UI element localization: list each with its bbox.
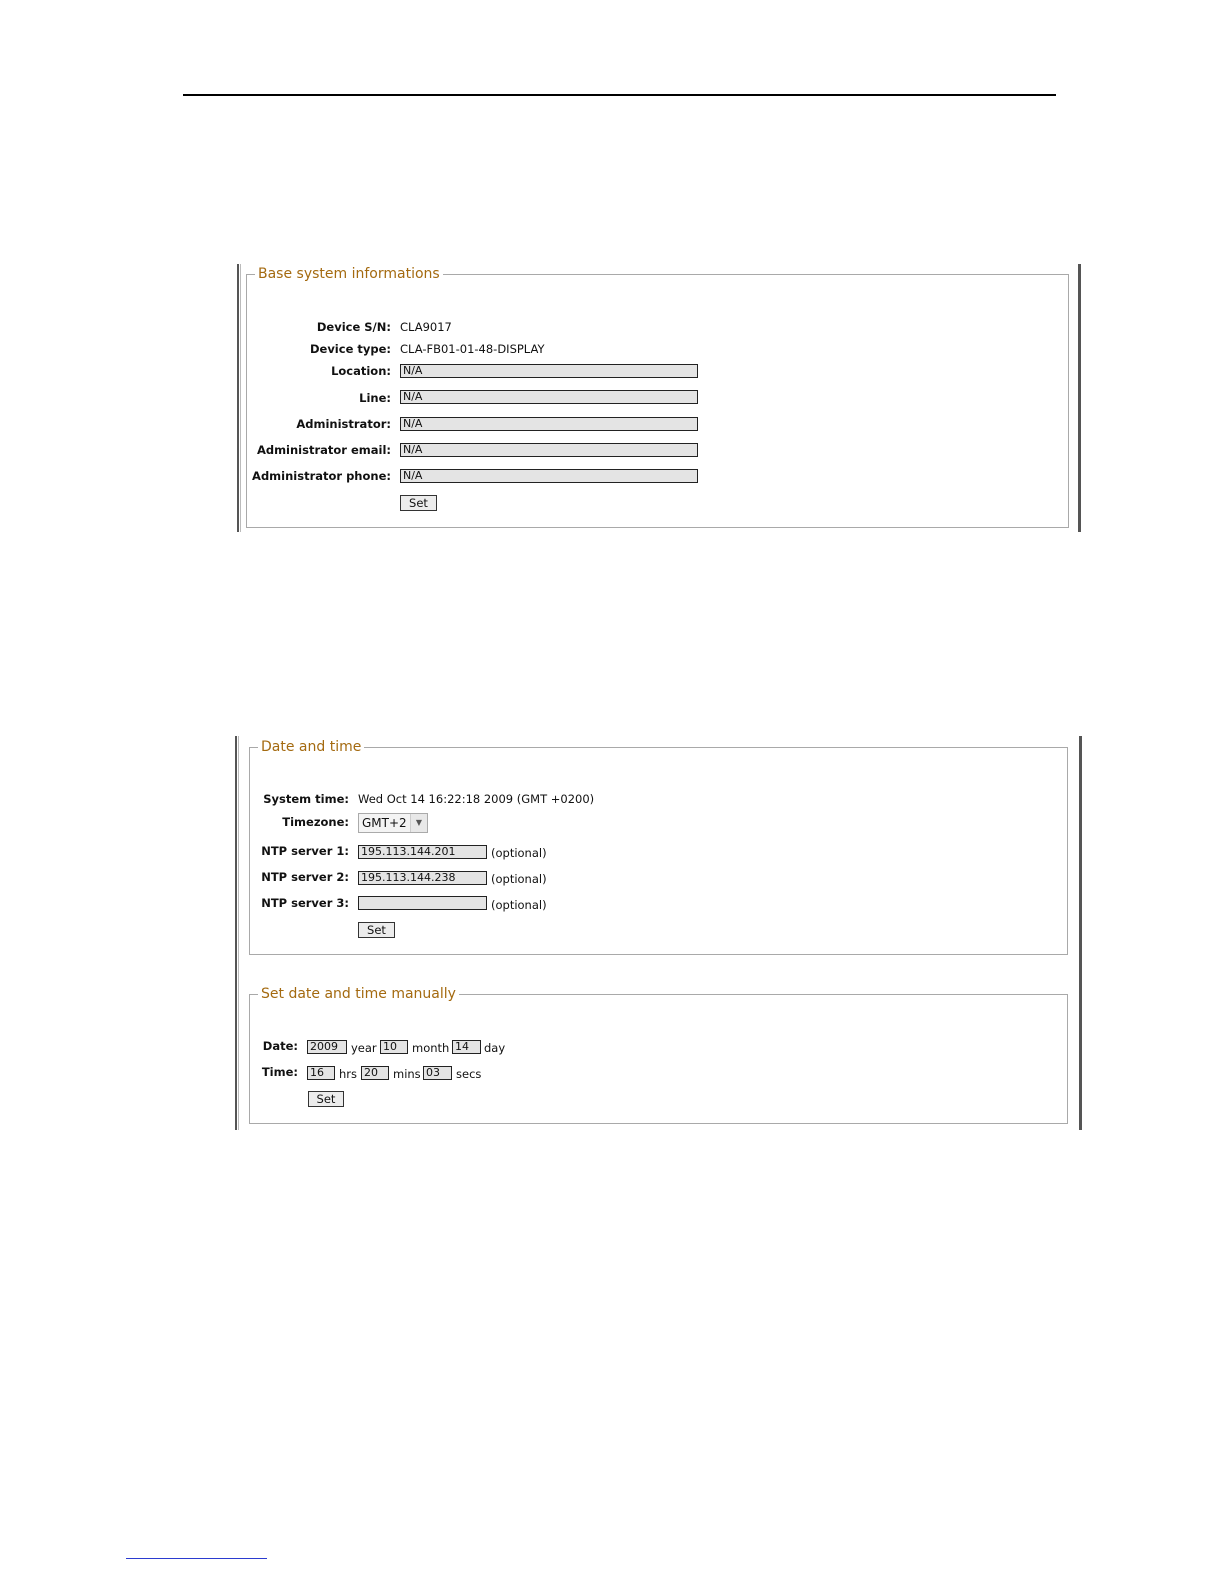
panel-border-left-inner bbox=[240, 264, 241, 532]
day-input[interactable]: 14 bbox=[452, 1040, 481, 1054]
system-time-label: System time: bbox=[263, 792, 349, 806]
ntp-server-3-input[interactable] bbox=[358, 896, 487, 910]
ntp-server-1-label: NTP server 1: bbox=[261, 844, 349, 858]
seconds-unit: secs bbox=[456, 1067, 482, 1081]
ntp-server-2-optional: (optional) bbox=[491, 872, 547, 886]
date-label: Date: bbox=[262, 1039, 298, 1053]
ntp-server-2-input[interactable]: 195.113.144.238 bbox=[358, 871, 487, 885]
date-time-panel bbox=[235, 736, 1082, 1130]
location-input[interactable]: N/A bbox=[400, 364, 698, 378]
footnote-rule bbox=[126, 1558, 267, 1559]
ntp-server-3-label: NTP server 3: bbox=[261, 896, 349, 910]
timezone-select[interactable] bbox=[358, 813, 428, 833]
manual-legend: Set date and time manually bbox=[258, 986, 459, 1002]
base-info-set-button[interactable]: Set bbox=[400, 495, 437, 511]
panel-border-left bbox=[235, 736, 237, 1130]
ntp-server-2-label: NTP server 2: bbox=[261, 870, 349, 884]
timezone-label: Timezone: bbox=[282, 815, 349, 829]
administrator-phone-label: Administrator phone: bbox=[252, 469, 391, 483]
minutes-unit: mins bbox=[393, 1067, 421, 1081]
administrator-input[interactable]: N/A bbox=[400, 417, 698, 431]
year-input[interactable]: 2009 bbox=[307, 1040, 347, 1054]
line-label: Line: bbox=[359, 391, 391, 405]
device-type-value: CLA-FB01-01-48-DISPLAY bbox=[400, 342, 545, 356]
ntp-server-3-optional: (optional) bbox=[491, 898, 547, 912]
panel-border-left-inner bbox=[238, 736, 239, 1130]
base-info-legend: Base system informations bbox=[255, 266, 443, 282]
date-time-legend: Date and time bbox=[258, 739, 364, 755]
administrator-email-input[interactable]: N/A bbox=[400, 443, 698, 457]
manual-set-button[interactable]: Set bbox=[308, 1091, 344, 1107]
panel-border-left bbox=[237, 264, 239, 532]
panel-border-right bbox=[1078, 264, 1081, 532]
line-input[interactable]: N/A bbox=[400, 390, 698, 404]
base-info-panel bbox=[237, 264, 1081, 532]
hours-input[interactable]: 16 bbox=[307, 1066, 335, 1080]
month-unit: month bbox=[412, 1041, 450, 1055]
seconds-input[interactable]: 03 bbox=[423, 1066, 452, 1080]
ntp-server-1-input[interactable]: 195.113.144.201 bbox=[358, 845, 487, 859]
system-time-value: Wed Oct 14 16:22:18 2009 (GMT +0200) bbox=[358, 792, 595, 806]
location-label: Location: bbox=[331, 364, 391, 378]
manual-fieldset bbox=[249, 986, 1068, 1124]
timezone-select-value: GMT+2 bbox=[362, 816, 407, 830]
panel-border-right bbox=[1079, 736, 1082, 1130]
minutes-input[interactable]: 20 bbox=[361, 1066, 389, 1080]
hours-unit: hrs bbox=[339, 1067, 358, 1081]
administrator-phone-input[interactable]: N/A bbox=[400, 469, 698, 483]
device-sn-label: Device S/N: bbox=[316, 320, 391, 334]
ntp-server-1-optional: (optional) bbox=[491, 846, 547, 860]
day-unit: day bbox=[484, 1041, 506, 1055]
administrator-label: Administrator: bbox=[296, 417, 391, 431]
administrator-email-label: Administrator email: bbox=[256, 443, 391, 457]
year-unit: year bbox=[351, 1041, 377, 1055]
device-type-label: Device type: bbox=[309, 342, 391, 356]
device-sn-value: CLA9017 bbox=[400, 320, 452, 334]
time-label: Time: bbox=[261, 1065, 298, 1079]
chevron-down-icon[interactable]: ▼ bbox=[410, 814, 427, 832]
header-rule bbox=[183, 94, 1056, 96]
date-time-set-button[interactable]: Set bbox=[358, 922, 395, 938]
month-input[interactable]: 10 bbox=[380, 1040, 408, 1054]
